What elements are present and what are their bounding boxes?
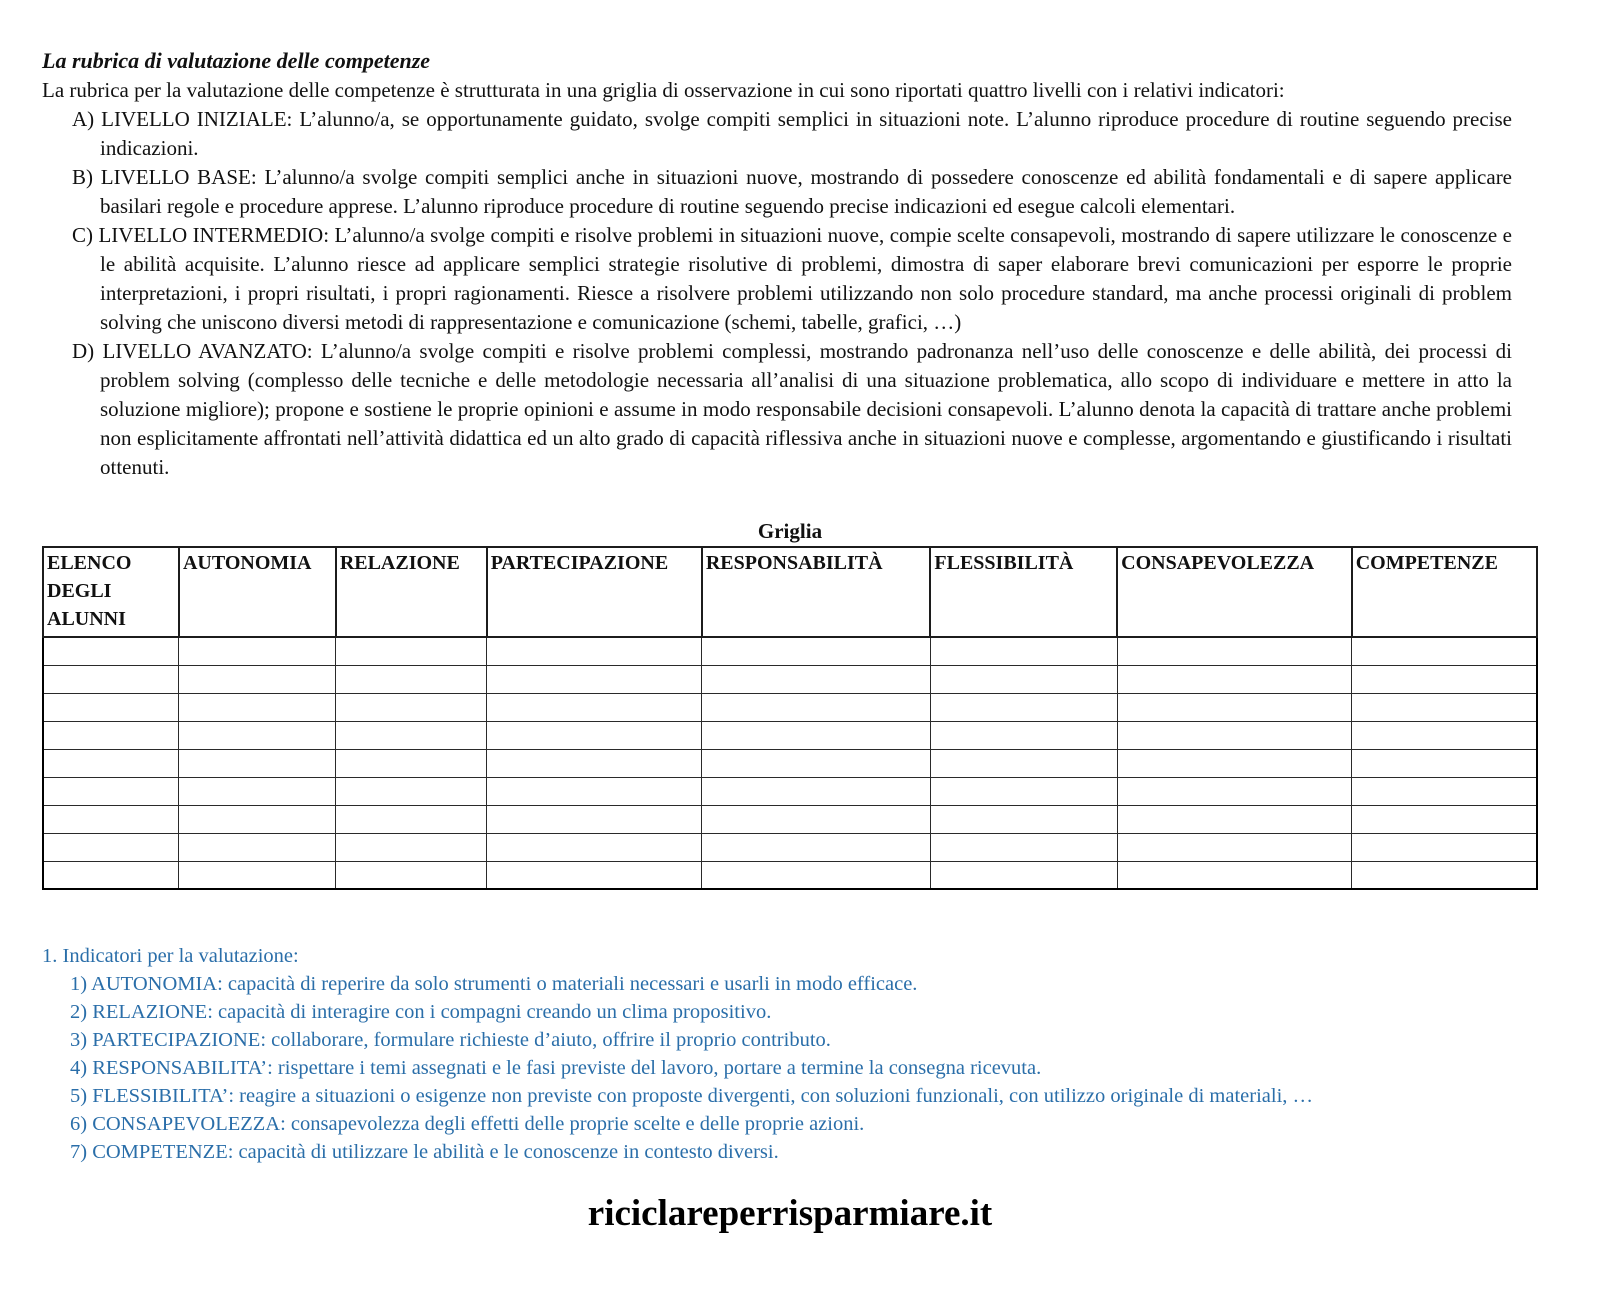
grid-empty-cell [179, 665, 336, 693]
level-item-avanzato [72, 337, 1512, 482]
grid-empty-cell [1117, 861, 1352, 889]
grid-empty-row [43, 693, 1537, 721]
grid-empty-cell [1352, 777, 1537, 805]
grid-empty-cell [930, 805, 1117, 833]
grid-empty-cell [336, 833, 487, 861]
grid-empty-cell [487, 665, 702, 693]
grid-header-row [43, 547, 1537, 637]
grid-empty-cell [702, 777, 931, 805]
grid-empty-cell [1117, 833, 1352, 861]
grid-empty-cell [179, 721, 336, 749]
indicator-text: COMPETENZE: capacità di utilizzare le abilità e le conoscenze in contesto diversi. [92, 1141, 779, 1163]
level-text: LIVELLO INTERMEDIO: L’alunno/a svolge compiti e risolve problemi in situazioni nuove, compie scelte consapevoli, mostrando di sapere utilizzare le conoscenze e le abilità acquisite. L’alunno riesce ad applicare semplici strategie risolutive di problemi, dimostra di saper elaborare brevi comunicazioni per esporre le proprie interpretazioni, i propri risultati, i propri ragionamenti. Riesce a risolvere problemi utilizzando non solo procedure standard, ma anche processi originali di problem solving che uniscono diversi metodi di rappresentazione e comunicazione (schemi, tabelle, grafici, …) [98, 223, 1513, 334]
indicator-item-flessibilita [70, 1082, 1512, 1110]
indicator-number: 5) [70, 1085, 88, 1107]
column-header-responsabilita: RESPONSABILITÀ [702, 547, 931, 637]
indicator-item-partecipazione [70, 1026, 1512, 1054]
grid-empty-cell [179, 805, 336, 833]
grid-empty-cell [336, 749, 487, 777]
grid-empty-cell [702, 805, 931, 833]
column-header-partecipazione: PARTECIPAZIONE [487, 547, 702, 637]
indicator-number: 4) [70, 1057, 88, 1079]
grid-empty-cell [179, 777, 336, 805]
indicator-text: FLESSIBILITA’: reagire a situazioni o esigenze non previste con proposte divergenti, con soluzioni funzionali, con utilizzo originale di materiali, … [92, 1085, 1314, 1107]
grid-empty-cell [930, 665, 1117, 693]
grid-empty-cell [1117, 721, 1352, 749]
grid-empty-cell [1352, 749, 1537, 777]
grid-empty-cell [487, 777, 702, 805]
grid-empty-cell [179, 637, 336, 665]
grid-caption: Griglia [757, 519, 823, 543]
grid-empty-cell [43, 833, 179, 861]
levels-list [42, 105, 1512, 482]
grid-empty-cell [336, 693, 487, 721]
grid-empty-cell [43, 749, 179, 777]
level-item-base [72, 163, 1512, 221]
column-header-relazione: RELAZIONE [336, 547, 487, 637]
grid-empty-cell [487, 805, 702, 833]
grid-empty-cell [336, 637, 487, 665]
grid-empty-cell [930, 777, 1117, 805]
grid-empty-cell [43, 805, 179, 833]
grid-empty-cell [1352, 833, 1537, 861]
level-item-intermedio [72, 221, 1512, 337]
grid-empty-cell [487, 749, 702, 777]
column-header-elenco-alunni: ELENCO DEGLI ALUNNI [43, 547, 179, 637]
grid-empty-cell [702, 665, 931, 693]
column-header-competenze: COMPETENZE [1352, 547, 1537, 637]
indicator-text: AUTONOMIA: capacità di reperire da solo strumenti o materiali necessari e usarli in modo efficace. [91, 973, 918, 995]
grid-empty-cell [336, 665, 487, 693]
grid-empty-cell [702, 693, 931, 721]
grid-empty-cell [1117, 665, 1352, 693]
level-letter: A) [72, 107, 95, 131]
indicator-text: RESPONSABILITA’: rispettare i temi assegnati e le fasi previste del lavoro, portare a termine la consegna ricevuta. [92, 1057, 1042, 1079]
indicator-item-competenze [70, 1138, 1512, 1166]
grid-empty-cell [930, 833, 1117, 861]
grid-empty-cell [487, 721, 702, 749]
indicator-item-responsabilita [70, 1054, 1512, 1082]
indicator-number: 7) [70, 1141, 88, 1163]
indicator-number: 3) [70, 1029, 88, 1051]
grid-empty-cell [336, 721, 487, 749]
grid-empty-cell [336, 777, 487, 805]
grid-empty-cell [702, 833, 931, 861]
level-letter: C) [72, 223, 93, 247]
grid-empty-row [43, 833, 1537, 861]
grid-empty-cell [43, 693, 179, 721]
grid-empty-cell [179, 833, 336, 861]
indicators-heading: 1. Indicatori per la valutazione: [42, 945, 299, 967]
grid-empty-cell [179, 861, 336, 889]
grid-empty-cell [487, 693, 702, 721]
grid-empty-cell [43, 721, 179, 749]
indicator-item-consapevolezza [70, 1110, 1512, 1138]
indicator-number: 2) [70, 1001, 88, 1023]
grid-empty-cell [930, 693, 1117, 721]
evaluation-grid-table [42, 546, 1538, 890]
grid-empty-cell [930, 721, 1117, 749]
grid-empty-cell [930, 749, 1117, 777]
site-name: riciclareperrisparmiare.it [587, 1193, 993, 1234]
grid-empty-cell [1352, 693, 1537, 721]
indicator-item-autonomia [70, 970, 1512, 998]
grid-empty-row [43, 665, 1537, 693]
level-text: LIVELLO BASE: L’alunno/a svolge compiti semplici anche in situazioni nuove, mostrando di possedere conoscenze ed abilità fondamentali e di sapere applicare basilari regole e procedure apprese. L’alunno riproduce procedure di routine seguendo precise indicazioni ed esegue calcoli elementari. [100, 165, 1513, 218]
grid-empty-cell [487, 637, 702, 665]
intro-paragraph: La rubrica per la valutazione delle competenze è strutturata in una griglia di osservazione in cui sono riportati quattro livelli con i relativi indicatori: [42, 78, 1285, 102]
grid-empty-cell [1117, 777, 1352, 805]
document-title: La rubrica di valutazione delle competenze [42, 48, 431, 73]
grid-empty-cell [1117, 805, 1352, 833]
grid-empty-row [43, 721, 1537, 749]
level-text: LIVELLO INIZIALE: L’alunno/a, se opportunamente guidato, svolge compiti semplici in situazioni note. L’alunno riproduce procedure di routine seguendo precise indicazioni. [100, 107, 1512, 160]
grid-empty-cell [43, 861, 179, 889]
indicator-text: RELAZIONE: capacità di interagire con i compagni creando un clima propositivo. [92, 1001, 772, 1023]
grid-empty-row [43, 777, 1537, 805]
level-text: LIVELLO AVANZATO: L’alunno/a svolge compiti e risolve problemi complessi, mostrando padronanza nell’uso delle conoscenze e delle abilità, dei processi di problem solving (complesso delle tecniche e delle metodologie necessaria all’analisi di una situazione problematica, allo scopo di individuare e mettere in atto la soluzione migliore); propone e sostiene le proprie opinioni e assume in modo responsabile decisioni consapevoli. L’alunno denota la capacità di trattare anche problemi non esplicitamente affrontati nell’attività didattica ed un alto grado di capacità riflessiva anche in situazioni nuove e complesse, argomentando e giustificando i risultati ottenuti. [100, 339, 1512, 479]
grid-empty-cell [179, 749, 336, 777]
grid-empty-cell [1352, 805, 1537, 833]
level-item-iniziale [72, 105, 1512, 163]
grid-empty-cell [1117, 749, 1352, 777]
column-header-flessibilita: FLESSIBILITÀ [930, 547, 1117, 637]
level-letter: B) [72, 165, 93, 189]
indicators-section [42, 942, 1512, 1166]
grid-empty-row [43, 861, 1537, 889]
grid-empty-row [43, 749, 1537, 777]
indicator-number: 1) [70, 973, 88, 995]
grid-empty-cell [702, 749, 931, 777]
grid-empty-cell [1352, 665, 1537, 693]
indicator-text: PARTECIPAZIONE: collaborare, formulare richieste d’aiuto, offrire il proprio contributo. [92, 1029, 831, 1051]
grid-empty-row [43, 637, 1537, 665]
grid-empty-cell [1352, 637, 1537, 665]
grid-empty-cell [930, 637, 1117, 665]
grid-empty-cell [336, 861, 487, 889]
grid-empty-row [43, 805, 1537, 833]
grid-empty-cell [487, 861, 702, 889]
grid-empty-cell [1117, 693, 1352, 721]
grid-empty-cell [1352, 861, 1537, 889]
grid-empty-cell [930, 861, 1117, 889]
indicator-item-relazione [70, 998, 1512, 1026]
indicator-text: CONSAPEVOLEZZA: consapevolezza degli effetti delle proprie scelte e delle proprie azioni. [92, 1113, 865, 1135]
grid-empty-cell [336, 805, 487, 833]
grid-empty-cell [702, 721, 931, 749]
column-header-autonomia: AUTONOMIA [179, 547, 336, 637]
grid-empty-cell [702, 861, 931, 889]
column-header-consapevolezza: CONSAPEVOLEZZA [1117, 547, 1352, 637]
indicator-number: 6) [70, 1113, 88, 1135]
grid-empty-cell [1352, 721, 1537, 749]
grid-empty-cell [43, 637, 179, 665]
grid-empty-cell [43, 665, 179, 693]
grid-empty-cell [702, 637, 931, 665]
grid-empty-cell [43, 777, 179, 805]
grid-empty-cell [487, 833, 702, 861]
grid-empty-cell [179, 693, 336, 721]
level-letter: D) [72, 339, 95, 363]
grid-empty-cell [1117, 637, 1352, 665]
